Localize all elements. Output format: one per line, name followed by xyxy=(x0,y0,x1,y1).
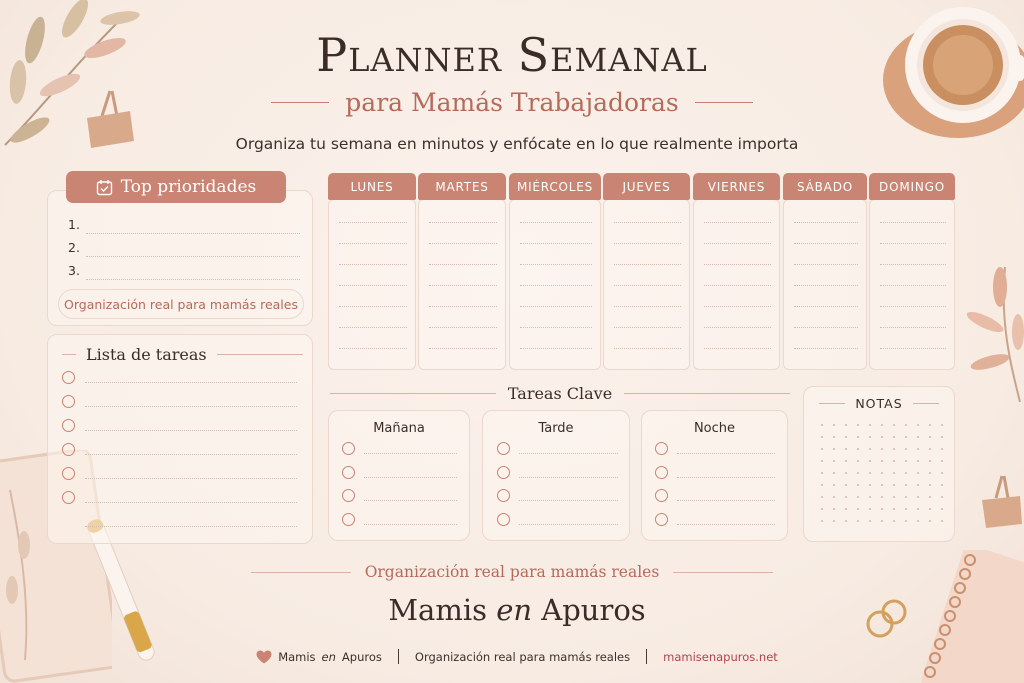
priorities-card xyxy=(47,190,313,326)
writing-line xyxy=(429,264,497,265)
writing-line xyxy=(520,222,592,223)
day-header: SÁBADO xyxy=(783,173,867,200)
brand-name xyxy=(0,593,1024,627)
writing-line xyxy=(429,327,497,328)
writing-line xyxy=(880,327,946,328)
task-checkbox[interactable] xyxy=(62,443,75,456)
writing-line xyxy=(339,348,407,349)
writing-line xyxy=(85,382,297,383)
key-task-checkbox[interactable] xyxy=(655,489,668,502)
task-checkbox[interactable] xyxy=(62,419,75,432)
day-header: JUEVES xyxy=(603,173,690,200)
day-header: DOMINGO xyxy=(869,173,955,200)
notes-title: NOTAS xyxy=(855,396,903,411)
day-header: VIERNES xyxy=(693,173,780,200)
writing-line xyxy=(880,264,946,265)
day-header: MARTES xyxy=(418,173,506,200)
notes-header xyxy=(804,396,954,411)
separator xyxy=(398,649,399,664)
writing-line xyxy=(519,453,618,454)
writing-line xyxy=(429,243,497,244)
writing-line xyxy=(339,327,407,328)
writing-line xyxy=(339,285,407,286)
bottom-brand xyxy=(256,650,382,664)
divider xyxy=(330,393,496,394)
brand-word: en xyxy=(496,593,533,627)
key-task-checkbox[interactable] xyxy=(342,513,355,526)
divider xyxy=(673,572,773,573)
writing-line xyxy=(880,222,946,223)
writing-line xyxy=(429,222,497,223)
key-task-checkbox[interactable] xyxy=(342,442,355,455)
writing-line xyxy=(794,285,858,286)
brand-word: Apuros xyxy=(541,593,646,627)
writing-line xyxy=(614,285,681,286)
writing-line xyxy=(704,222,771,223)
task-list-title: Lista de tareas xyxy=(86,345,207,364)
writing-line xyxy=(85,430,297,431)
day-column[interactable] xyxy=(328,199,416,370)
writing-line xyxy=(519,477,618,478)
writing-line xyxy=(614,222,681,223)
divider xyxy=(62,354,76,355)
writing-line xyxy=(614,264,681,265)
writing-line xyxy=(677,500,775,501)
divider xyxy=(251,572,351,573)
day-column[interactable] xyxy=(418,199,506,370)
writing-line xyxy=(85,526,297,527)
writing-line xyxy=(519,524,618,525)
day-column[interactable] xyxy=(693,199,780,370)
priorities-tagline: Organización real para mamás reales xyxy=(58,289,304,319)
writing-line xyxy=(614,306,681,307)
divider xyxy=(271,102,329,103)
writing-line xyxy=(520,285,592,286)
key-task-checkbox[interactable] xyxy=(655,466,668,479)
writing-line xyxy=(794,264,858,265)
tagline: Organiza tu semana en minutos y enfócate en lo que realmente importa xyxy=(235,135,799,153)
writing-line xyxy=(364,453,457,454)
writing-line xyxy=(85,502,297,503)
binder-clip-icon xyxy=(978,472,1024,530)
writing-line xyxy=(520,348,592,349)
divider xyxy=(819,403,845,404)
writing-line xyxy=(677,453,775,454)
bottom-tagline: Organización real para mamás reales xyxy=(414,649,631,664)
key-task-checkbox[interactable] xyxy=(655,442,668,455)
bottom-bar xyxy=(0,649,1024,664)
writing-line xyxy=(520,327,592,328)
key-task-checkbox[interactable] xyxy=(497,466,510,479)
footer-tagline: Organización real para mamás reales xyxy=(364,563,660,581)
day-header: LUNES xyxy=(328,173,416,200)
task-checkbox[interactable] xyxy=(62,467,75,480)
writing-line xyxy=(794,243,858,244)
divider xyxy=(217,354,303,355)
writing-line xyxy=(364,500,457,501)
bottom-brand-word: en xyxy=(321,649,336,664)
key-task-checkbox[interactable] xyxy=(497,489,510,502)
notes-card[interactable] xyxy=(803,386,955,542)
priority-number: 3. xyxy=(68,263,80,278)
divider xyxy=(624,393,790,394)
writing-line xyxy=(86,233,300,234)
priorities-header xyxy=(66,171,286,203)
task-list-header xyxy=(62,345,303,364)
period-label: Mañana xyxy=(373,421,425,436)
writing-line xyxy=(339,222,407,223)
priority-item[interactable] xyxy=(68,217,80,232)
writing-line xyxy=(429,285,497,286)
task-checkbox[interactable] xyxy=(62,491,75,504)
writing-line xyxy=(520,264,592,265)
subtitle-row xyxy=(0,88,1024,117)
writing-line xyxy=(364,524,457,525)
writing-line xyxy=(704,243,771,244)
footer-tagline-row xyxy=(0,563,1024,581)
writing-line xyxy=(85,454,297,455)
key-task-checkbox[interactable] xyxy=(497,513,510,526)
website-link[interactable]: mamisenapuros.net xyxy=(663,649,778,664)
writing-line xyxy=(794,222,858,223)
day-column[interactable] xyxy=(603,199,690,370)
writing-line xyxy=(677,477,775,478)
writing-line xyxy=(429,306,497,307)
writing-line xyxy=(880,243,946,244)
page-subtitle: para Mamás Trabajadoras xyxy=(345,88,679,117)
writing-line xyxy=(86,256,300,257)
page-title: Planner Semanal xyxy=(316,28,708,82)
writing-line xyxy=(519,500,618,501)
writing-line xyxy=(880,306,946,307)
writing-line xyxy=(880,348,946,349)
task-checkbox[interactable] xyxy=(62,395,75,408)
writing-line xyxy=(339,306,407,307)
day-column[interactable] xyxy=(783,199,867,370)
divider xyxy=(695,102,753,103)
separator xyxy=(646,649,647,664)
priority-item[interactable] xyxy=(68,263,80,278)
period-label: Noche xyxy=(693,421,736,436)
day-header: MIÉRCOLES xyxy=(509,173,601,200)
writing-line xyxy=(520,243,592,244)
writing-line xyxy=(704,348,771,349)
writing-line xyxy=(704,264,771,265)
writing-line xyxy=(614,243,681,244)
writing-line xyxy=(85,406,297,407)
writing-line xyxy=(429,348,497,349)
bottom-brand-word: Mamis xyxy=(278,649,316,664)
brand-word: Mamis xyxy=(388,593,487,627)
key-task-checkbox[interactable] xyxy=(497,442,510,455)
writing-line xyxy=(86,279,300,280)
key-tasks-header xyxy=(330,384,790,403)
task-checkbox[interactable] xyxy=(62,371,75,384)
key-task-checkbox[interactable] xyxy=(342,489,355,502)
dot-grid xyxy=(816,419,944,531)
writing-line xyxy=(704,306,771,307)
writing-line xyxy=(704,285,771,286)
writing-line xyxy=(677,524,775,525)
key-task-checkbox[interactable] xyxy=(655,513,668,526)
priority-number: 1. xyxy=(68,217,80,232)
day-column[interactable] xyxy=(869,199,955,370)
period-label: Tarde xyxy=(538,421,574,436)
bottom-brand-word: Apuros xyxy=(341,649,382,664)
leaf-branch-icon xyxy=(960,262,1024,402)
writing-line xyxy=(794,306,858,307)
priority-number: 2. xyxy=(68,240,80,255)
writing-line xyxy=(794,348,858,349)
day-column[interactable] xyxy=(509,199,601,370)
heart-icon xyxy=(256,650,272,664)
writing-line xyxy=(794,327,858,328)
calendar-check-icon xyxy=(96,179,113,196)
writing-line xyxy=(339,264,407,265)
priority-item[interactable] xyxy=(68,240,80,255)
key-task-checkbox[interactable] xyxy=(342,466,355,479)
writing-line xyxy=(704,327,771,328)
priorities-title: Top prioridades xyxy=(120,177,257,197)
key-tasks-title: Tareas Clave xyxy=(507,384,613,403)
writing-line xyxy=(339,243,407,244)
divider xyxy=(913,403,939,404)
writing-line xyxy=(85,478,297,479)
writing-line xyxy=(520,306,592,307)
writing-line xyxy=(880,285,946,286)
writing-line xyxy=(364,477,457,478)
writing-line xyxy=(614,327,681,328)
task-list-card xyxy=(47,334,313,544)
writing-line xyxy=(614,348,681,349)
